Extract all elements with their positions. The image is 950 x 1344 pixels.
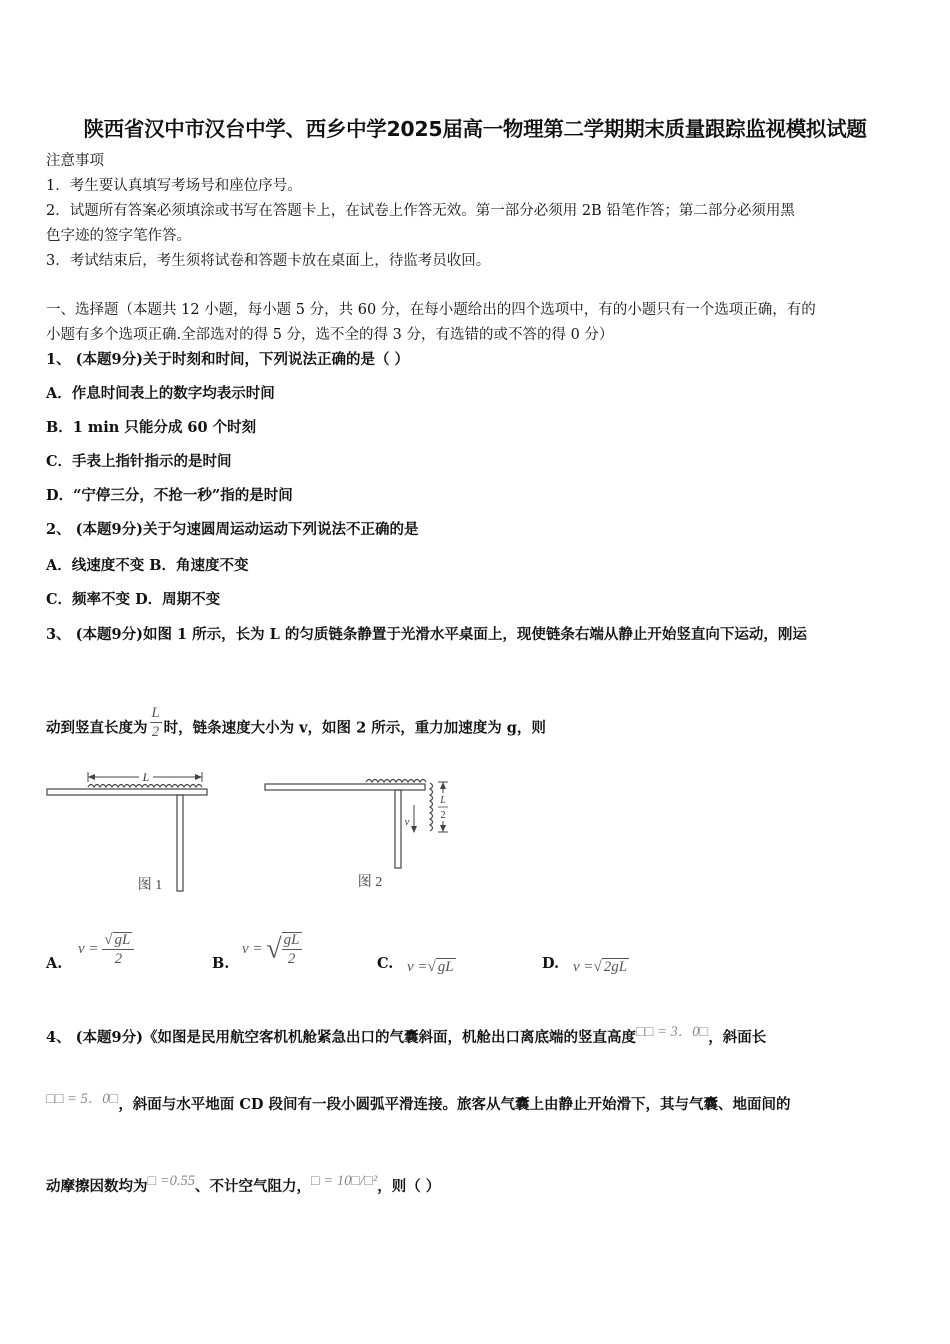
stem-text: ，则（ ） <box>377 1178 441 1195</box>
question-3-option-a <box>78 932 134 967</box>
figure-1-label: 图 1 <box>137 878 163 893</box>
question-1-option-c: C．手表上指针指示的是时间 <box>46 453 232 470</box>
question-3-option-c-label: C. <box>377 955 394 972</box>
stem-text: 4、 (本题9分)《如图是民用航空客机机舱紧急出口的气囊斜面，机舱出口离底端的竖直高度 <box>46 1029 636 1046</box>
section-instruction: 一、选择题（本题共 12 小题，每小题 5 分，共 60 分，在每小题给出的四个选项中，有的小题只有一个选项正确，有的 <box>46 302 816 318</box>
formula-lhs: v = <box>78 940 99 957</box>
half-length-numerator: L <box>440 795 446 806</box>
formula-fraction: $\frac{√ gL}{2}$ <box>102 932 134 967</box>
length-label: L <box>142 770 150 784</box>
notice-item: 色字迹的签字笔作答。 <box>46 228 191 244</box>
formula-lhs: v = <box>573 959 594 975</box>
question-2-options-cd: C．频率不变 D．周期不变 <box>46 591 221 608</box>
figure-2 <box>262 765 452 900</box>
stem-text: 动摩擦因数均为 <box>46 1178 148 1195</box>
formula-fraction <box>282 932 302 967</box>
chain-links <box>88 785 202 788</box>
formula-numerator: gL <box>283 932 300 948</box>
formula-lhs: v = <box>407 959 428 975</box>
half-length-denominator: 2 <box>440 810 446 821</box>
formula-denominator: 2 <box>114 951 123 967</box>
figure-1 <box>44 765 214 900</box>
question-1-option-a: A．作息时间表上的数字均表示时间 <box>46 385 275 402</box>
height-value: □□ = 3．0□ <box>635 1024 709 1040</box>
slope-length-value: □□ = 5．0□ <box>46 1091 119 1107</box>
stem-text: ，斜面长 <box>708 1029 767 1046</box>
stem-text: 动到竖直长度为 <box>46 719 148 737</box>
question-4-line-2 <box>46 1091 791 1115</box>
formula-radicand: 2gL <box>603 959 628 975</box>
stem-text: ，斜面与水平地面 CD 段间有一段小圆弧平滑连接。旅客从气囊上由静止开始滑下，其与气囊、地面间的 <box>118 1096 791 1113</box>
stem-text: 时，链条速度大小为 v，如图 2 所示，重力加速度为 g，则 <box>163 719 546 737</box>
fraction-numerator: L <box>151 705 160 721</box>
formula-denominator: 2 <box>287 951 296 967</box>
velocity-label: v <box>404 816 410 828</box>
notice-item: 2．试题所有答案必须填涂或书写在答题卡上，在试卷上作答无效。第一部分必须用 2B 铅笔作答；第二部分必须用黑 <box>46 203 795 219</box>
question-2-stem: 2、 (本题9分)关于匀速圆周运动运动下列说法不正确的是 <box>46 521 419 538</box>
question-3-option-b-label: B. <box>212 955 230 972</box>
question-3-option-d: v =√ 2gL <box>573 959 628 975</box>
question-1-option-d: D．“宁停三分，不抢一秒”指的是时间 <box>46 487 293 504</box>
section-instruction: 小题有多个选项正确.全部选对的得 5 分，选不全的得 3 分，有选错的或不答的得 0 分） <box>46 327 614 343</box>
question-3-stem-cont <box>46 705 546 745</box>
formula-lhs: v = <box>242 940 263 957</box>
formula-radicand: gL <box>114 932 131 948</box>
question-1-option-b: B．1 min 只能分成 60 个时刻 <box>46 419 257 436</box>
fraction-l-over-2 <box>150 706 162 739</box>
question-1-stem: 1、 (本题9分)关于时刻和时间，下列说法正确的是（ ） <box>46 351 409 368</box>
notice-item: 1．考生要认真填写考场号和座位序号。 <box>46 178 302 194</box>
figure-2-label: 图 2 <box>357 875 383 890</box>
notice-heading: 注意事项 <box>46 153 104 169</box>
stem-text: 、不计空气阻力， <box>195 1178 312 1195</box>
question-4-line-1 <box>46 1024 767 1048</box>
question-3-option-a-label: A. <box>46 955 63 972</box>
gravity-value: □ = 10□/□² <box>311 1173 378 1189</box>
question-3-option-d-label: D. <box>542 955 560 972</box>
question-3-option-c: v =√ gL <box>407 959 454 975</box>
friction-coefficient-value: □ =0.55 <box>147 1173 196 1189</box>
notice-item: 3．考试结束后，考生须将试卷和答题卡放在桌面上，待监考员收回。 <box>46 253 491 269</box>
formula-radicand: gL <box>437 959 454 975</box>
chain-vertical <box>430 783 433 831</box>
page-title: 陕西省汉中市汉台中学、西乡中学2025届高一物理第二学期期末质量跟踪监视模拟试题 <box>83 117 867 141</box>
question-4-line-3 <box>46 1173 441 1197</box>
chain-horizontal <box>366 780 426 783</box>
fraction-denominator: 2 <box>151 723 160 740</box>
question-3-option-b: v = √ $\frac{gL}{2}$ <box>242 932 300 967</box>
question-2-options-ab: A．线速度不变 B．角速度不变 <box>46 557 249 574</box>
question-3-stem: 3、 (本题9分)如图 1 所示，长为 L 的匀质链条静置于光滑水平桌面上，现使链条右端从静止开始竖直向下运动，刚运 <box>46 626 807 643</box>
